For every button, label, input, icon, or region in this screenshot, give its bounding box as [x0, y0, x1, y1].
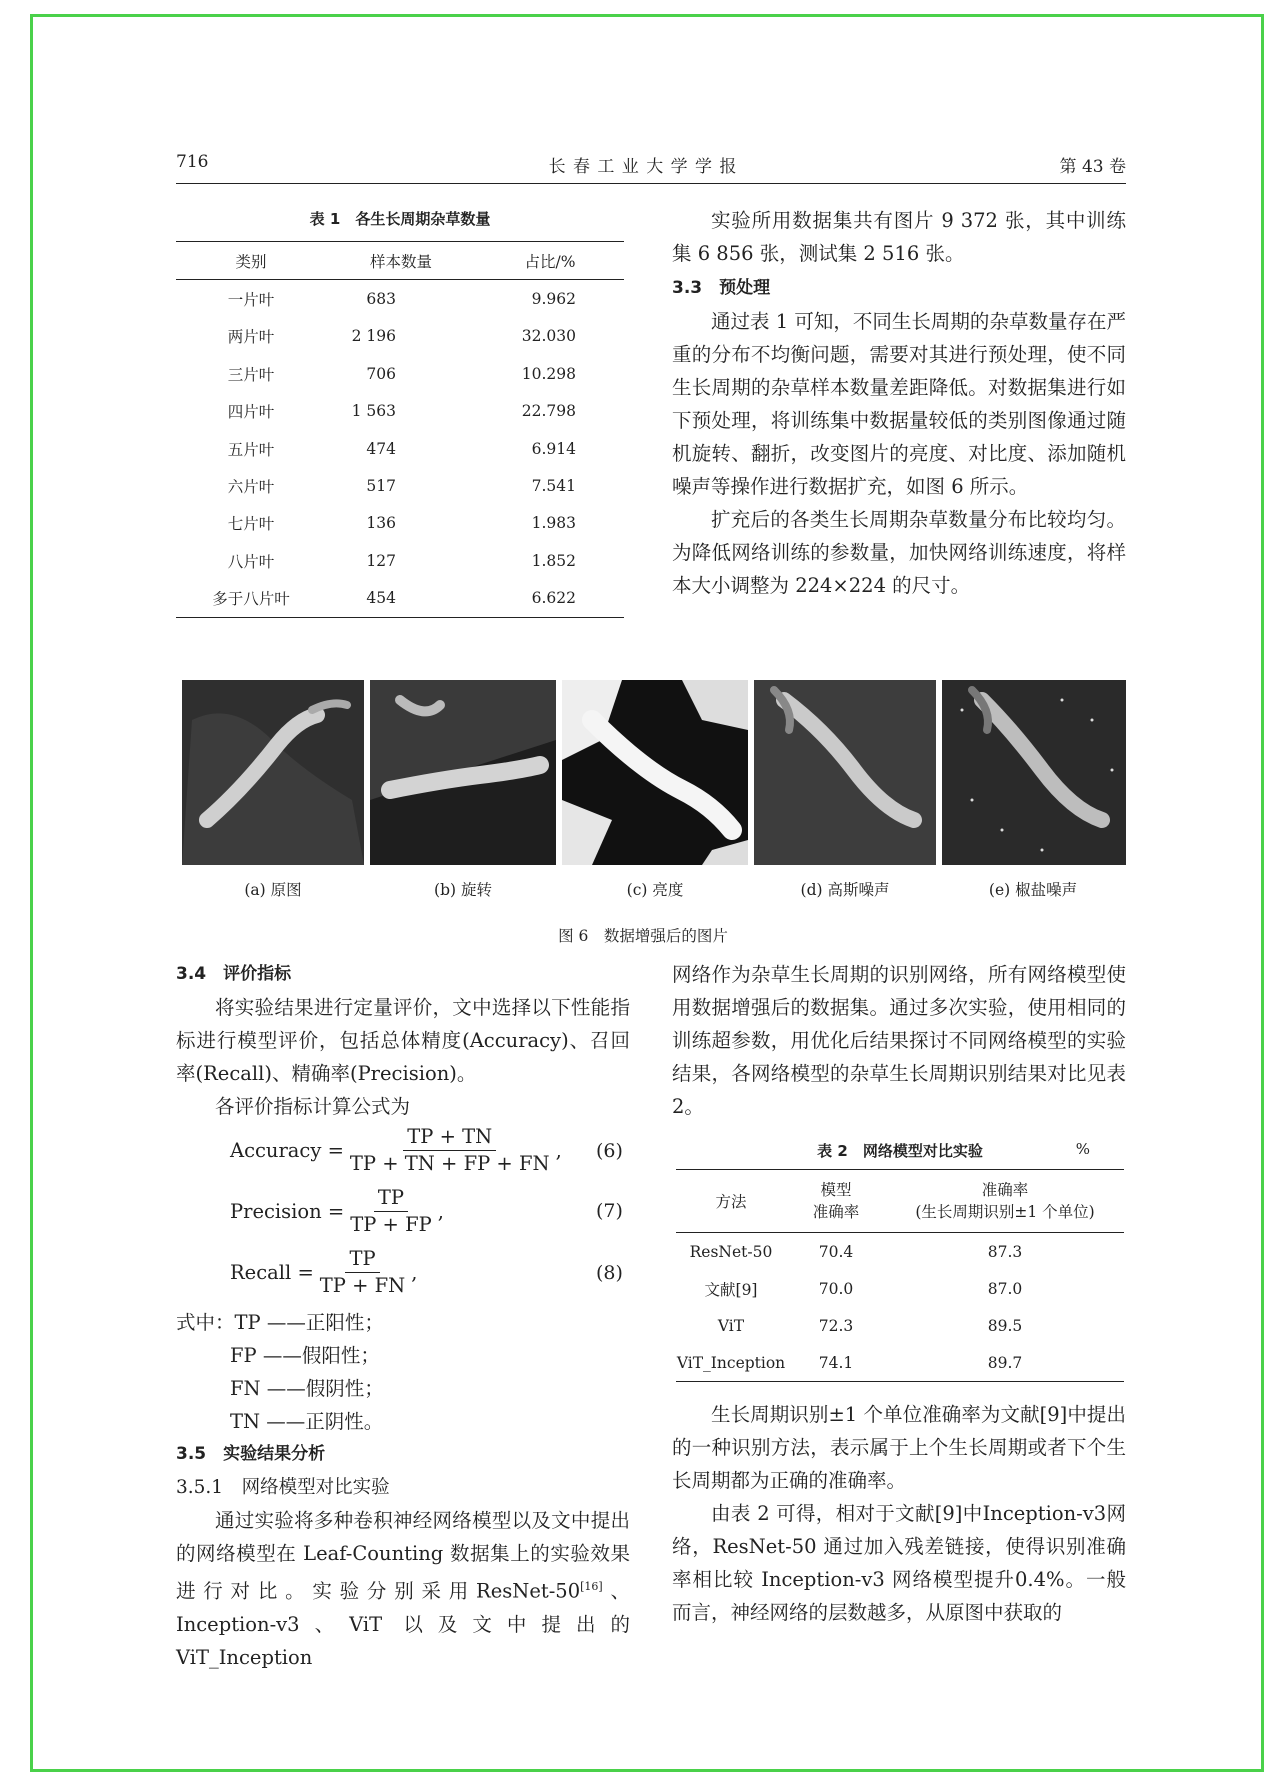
table2-cell: 87.3	[987, 1242, 1023, 1261]
table1-cell: 127	[366, 551, 396, 570]
table1-col-ratio: 占比/%	[524, 252, 576, 271]
definition-fn: FN ——假阴性；	[230, 1377, 384, 1400]
figure-subcaption-b: (b) 旋转	[434, 881, 492, 899]
header-rule	[176, 183, 1126, 184]
table2-col-model-accuracy-line1: 模型	[820, 1181, 852, 1199]
table1-cell: 三片叶	[227, 365, 275, 384]
table2-cell: 72.3	[818, 1316, 854, 1335]
table1-cell: 2 196	[351, 327, 396, 346]
figure6-caption: 图 6 数据增强后的图片	[558, 927, 728, 945]
table2-cell: ViT_Inception	[676, 1353, 786, 1372]
figure-subcaption-a: (a) 原图	[244, 881, 302, 899]
table2-row	[676, 1344, 1124, 1382]
equation-number-7: (7)	[596, 1200, 623, 1222]
paragraph	[176, 1504, 630, 1674]
equation-comma: ,	[411, 1261, 418, 1284]
equation-number-6: (6)	[596, 1140, 623, 1162]
equation-numerator: TP + TN	[403, 1125, 496, 1151]
table1-cell: 454	[366, 589, 396, 608]
table1-caption: 表 1 各生长周期杂草数量	[309, 210, 491, 228]
table1-row	[176, 280, 624, 318]
table1-cell: 683	[366, 290, 396, 309]
equation-lhs: Precision =	[230, 1200, 345, 1223]
table2-caption: 表 2 网络模型对比实验	[817, 1142, 983, 1160]
table1-cell: 1.852	[531, 551, 576, 570]
table2-cell: ViT	[717, 1316, 745, 1335]
table1-cell: 22.798	[521, 402, 576, 421]
table1-cell: 32.030	[521, 327, 576, 346]
section-3-5-heading: 3.5 实验结果分析	[176, 1444, 326, 1464]
table1-cell: 六片叶	[227, 478, 275, 497]
figure-rotated-image	[370, 680, 556, 865]
paragraph-text: 通过实验将多种卷积神经网络模型以及文中提出的网络模型在 Leaf-Counting 数据集上的实验效果进行对比。实验分别采用ResNet-50	[176, 1509, 630, 1603]
section-3-4-heading: 3.4 评价指标	[176, 964, 292, 984]
table2-cell: 89.7	[987, 1353, 1023, 1372]
definition-tp: 式中：TP ——正阳性；	[176, 1311, 384, 1334]
equation-number-8: (8)	[596, 1262, 623, 1284]
page-number: 716	[176, 152, 209, 172]
table1-cell: 706	[366, 364, 396, 383]
table1-col-category: 类别	[235, 252, 267, 271]
table1-cell: 6.914	[531, 439, 576, 458]
table2-cell: 文献[9]	[704, 1280, 758, 1299]
table2-col-cycle-accuracy-line1: 准确率	[981, 1181, 1029, 1199]
table2-col-model-accuracy	[786, 1170, 886, 1233]
table1-cell: 136	[366, 514, 396, 533]
figure-subcaption-e: (e) 椒盐噪声	[988, 881, 1078, 899]
table1-cell: 9.962	[531, 290, 576, 309]
equation-denominator: TP + TN + FP + FN	[349, 1152, 550, 1175]
table1-row	[176, 542, 624, 579]
table1-row	[176, 580, 624, 618]
equation-numerator: TP	[374, 1186, 408, 1212]
equation-denominator: TP + FN	[319, 1274, 406, 1297]
table2-cell: 70.0	[818, 1279, 854, 1298]
table1-row	[176, 355, 624, 392]
table2-cell: 70.4	[818, 1242, 854, 1261]
table2-col-cycle-accuracy	[886, 1170, 1124, 1233]
table2-cell: 89.5	[987, 1316, 1023, 1335]
table2-row	[676, 1307, 1124, 1344]
table1-cell: 517	[366, 477, 396, 496]
table1-row	[176, 430, 624, 467]
figure-gaussian-noise-image	[754, 680, 936, 865]
paragraph: 通过表 1 可知，不同生长周期的杂草数量存在严重的分布不均衡问题，需要对其进行预处理，使不同生长周期的杂草样本数量差距降低。对数据集进行如下预处理，将训练集中数据量较低的类别图像通过随机旋转、翻折，改变图片的亮度、对比度、添加随机噪声等操作进行数据扩充，如图 6 所示。	[672, 310, 1126, 498]
right-column-conclusion	[672, 1398, 1126, 1629]
table2-unit: %	[1075, 1140, 1090, 1158]
table2-block	[676, 1140, 1124, 1382]
definition-fp: FP ——假阳性；	[230, 1344, 380, 1367]
equation-comma: ,	[437, 1200, 444, 1223]
equation-lhs: Accuracy =	[230, 1139, 344, 1162]
equation-lhs: Recall =	[230, 1261, 314, 1284]
table2-cell: 74.1	[818, 1353, 854, 1372]
table2-row	[676, 1233, 1124, 1271]
figure-subcaption-c: (c) 亮度	[626, 881, 684, 899]
table1	[176, 241, 624, 618]
section-3-5-1-heading: 3.5.1 网络模型对比实验	[176, 1477, 390, 1498]
table1-cell: 7.541	[531, 477, 576, 496]
equation-numerator: TP	[345, 1247, 379, 1273]
table1-cell: 1 563	[351, 402, 396, 421]
table2-col-model-accuracy-line2: 准确率	[812, 1203, 860, 1221]
table2-header-row	[676, 1170, 1124, 1233]
table2-cell: ResNet-50	[689, 1242, 773, 1261]
table1-row	[176, 393, 624, 430]
table1-col-count: 样本数量	[369, 252, 432, 271]
equation-denominator: TP + FP	[350, 1213, 432, 1236]
table1-cell: 四片叶	[227, 403, 275, 422]
equation-precision	[230, 1186, 444, 1237]
table1-cell: 1.983	[531, 514, 576, 533]
table1-row	[176, 505, 624, 542]
right-column-top	[672, 204, 1126, 602]
table1-header-row	[176, 242, 624, 280]
paragraph: 生长周期识别±1 个单位准确率为文献[9]中提出的一种识别方法，表示属于上个生长周期或者下个生长周期都为正确的准确率。	[672, 1403, 1126, 1492]
paragraph: 由表 2 可得，相对于文献[9]中Inception-v3网络，ResNet-50 通过加入残差链接，使得识别准确率相比较 Inception-v3 网络模型提升0.4%。一般而言，神经网络的层数越多，从原图中获取的	[672, 1502, 1126, 1624]
paragraph: 网络作为杂草生长周期的识别网络，所有网络模型使用数据增强后的数据集。通过多次实验，使用相同的训练超参数，用优化后结果探讨不同网络模型的实验结果，各网络模型的杂草生长周期识别结果对比见表 2。	[672, 963, 1126, 1118]
equation-comma: ,	[555, 1139, 562, 1162]
right-column-bottom	[672, 958, 1126, 1123]
table2-row	[676, 1270, 1124, 1307]
table1-cell: 474	[366, 439, 396, 458]
journal-title: 长 春 工 业 大 学 学 报	[548, 157, 738, 177]
table1-cell: 多于八片叶	[212, 590, 290, 609]
table1-cell: 一片叶	[227, 291, 275, 310]
left-column-results	[176, 1438, 630, 1674]
citation-ref: [16]	[580, 1580, 603, 1593]
table1-row	[176, 318, 624, 355]
section-3-3-heading: 3.3 预处理	[672, 278, 771, 298]
equation-accuracy	[230, 1125, 562, 1176]
figure-subcaption-d: (d) 高斯噪声	[800, 881, 890, 899]
paragraph: 扩充后的各类生长周期杂草数量分布比较均匀。为降低网络训练的参数量，加快网络训练速度，将样本大小调整为 224×224 的尺寸。	[672, 508, 1126, 597]
table1-row	[176, 467, 624, 504]
paragraph: 实验所用数据集共有图片 9 372 张，其中训练集 6 856 张，测试集 2 516 张。	[672, 209, 1126, 265]
figure-salt-pepper-noise-image	[942, 680, 1126, 865]
table2	[676, 1169, 1124, 1382]
table1-cell: 七片叶	[227, 515, 275, 534]
figure-brightness-image	[562, 680, 748, 865]
table1-block	[176, 208, 624, 618]
table2-cell: 87.0	[987, 1279, 1023, 1298]
table1-cell: 6.622	[531, 589, 576, 608]
equation-recall	[230, 1247, 417, 1298]
paragraph: 各评价指标计算公式为	[215, 1095, 411, 1118]
definition-tn: TN ——正阴性。	[230, 1410, 384, 1433]
paragraph-text: 、Inception-v3、ViT 以及文中提出的ViT_Inception	[176, 1579, 630, 1669]
left-column-bottom	[176, 958, 630, 1123]
table1-cell: 五片叶	[227, 440, 275, 459]
table2-col-method: 方法	[715, 1193, 747, 1211]
table1-cell: 两片叶	[227, 328, 275, 347]
table2-col-cycle-accuracy-line2: (生长周期识别±1 个单位)	[915, 1203, 1095, 1221]
paragraph: 将实验结果进行定量评价，文中选择以下性能指标进行模型评价，包括总体精度(Accuracy)、召回率(Recall)、精确率(Precision)。	[176, 996, 630, 1085]
table1-cell: 10.298	[521, 364, 576, 383]
figure-original-image	[182, 680, 364, 865]
volume-label: 第 43 卷	[1059, 157, 1126, 177]
table1-cell: 八片叶	[227, 552, 275, 571]
